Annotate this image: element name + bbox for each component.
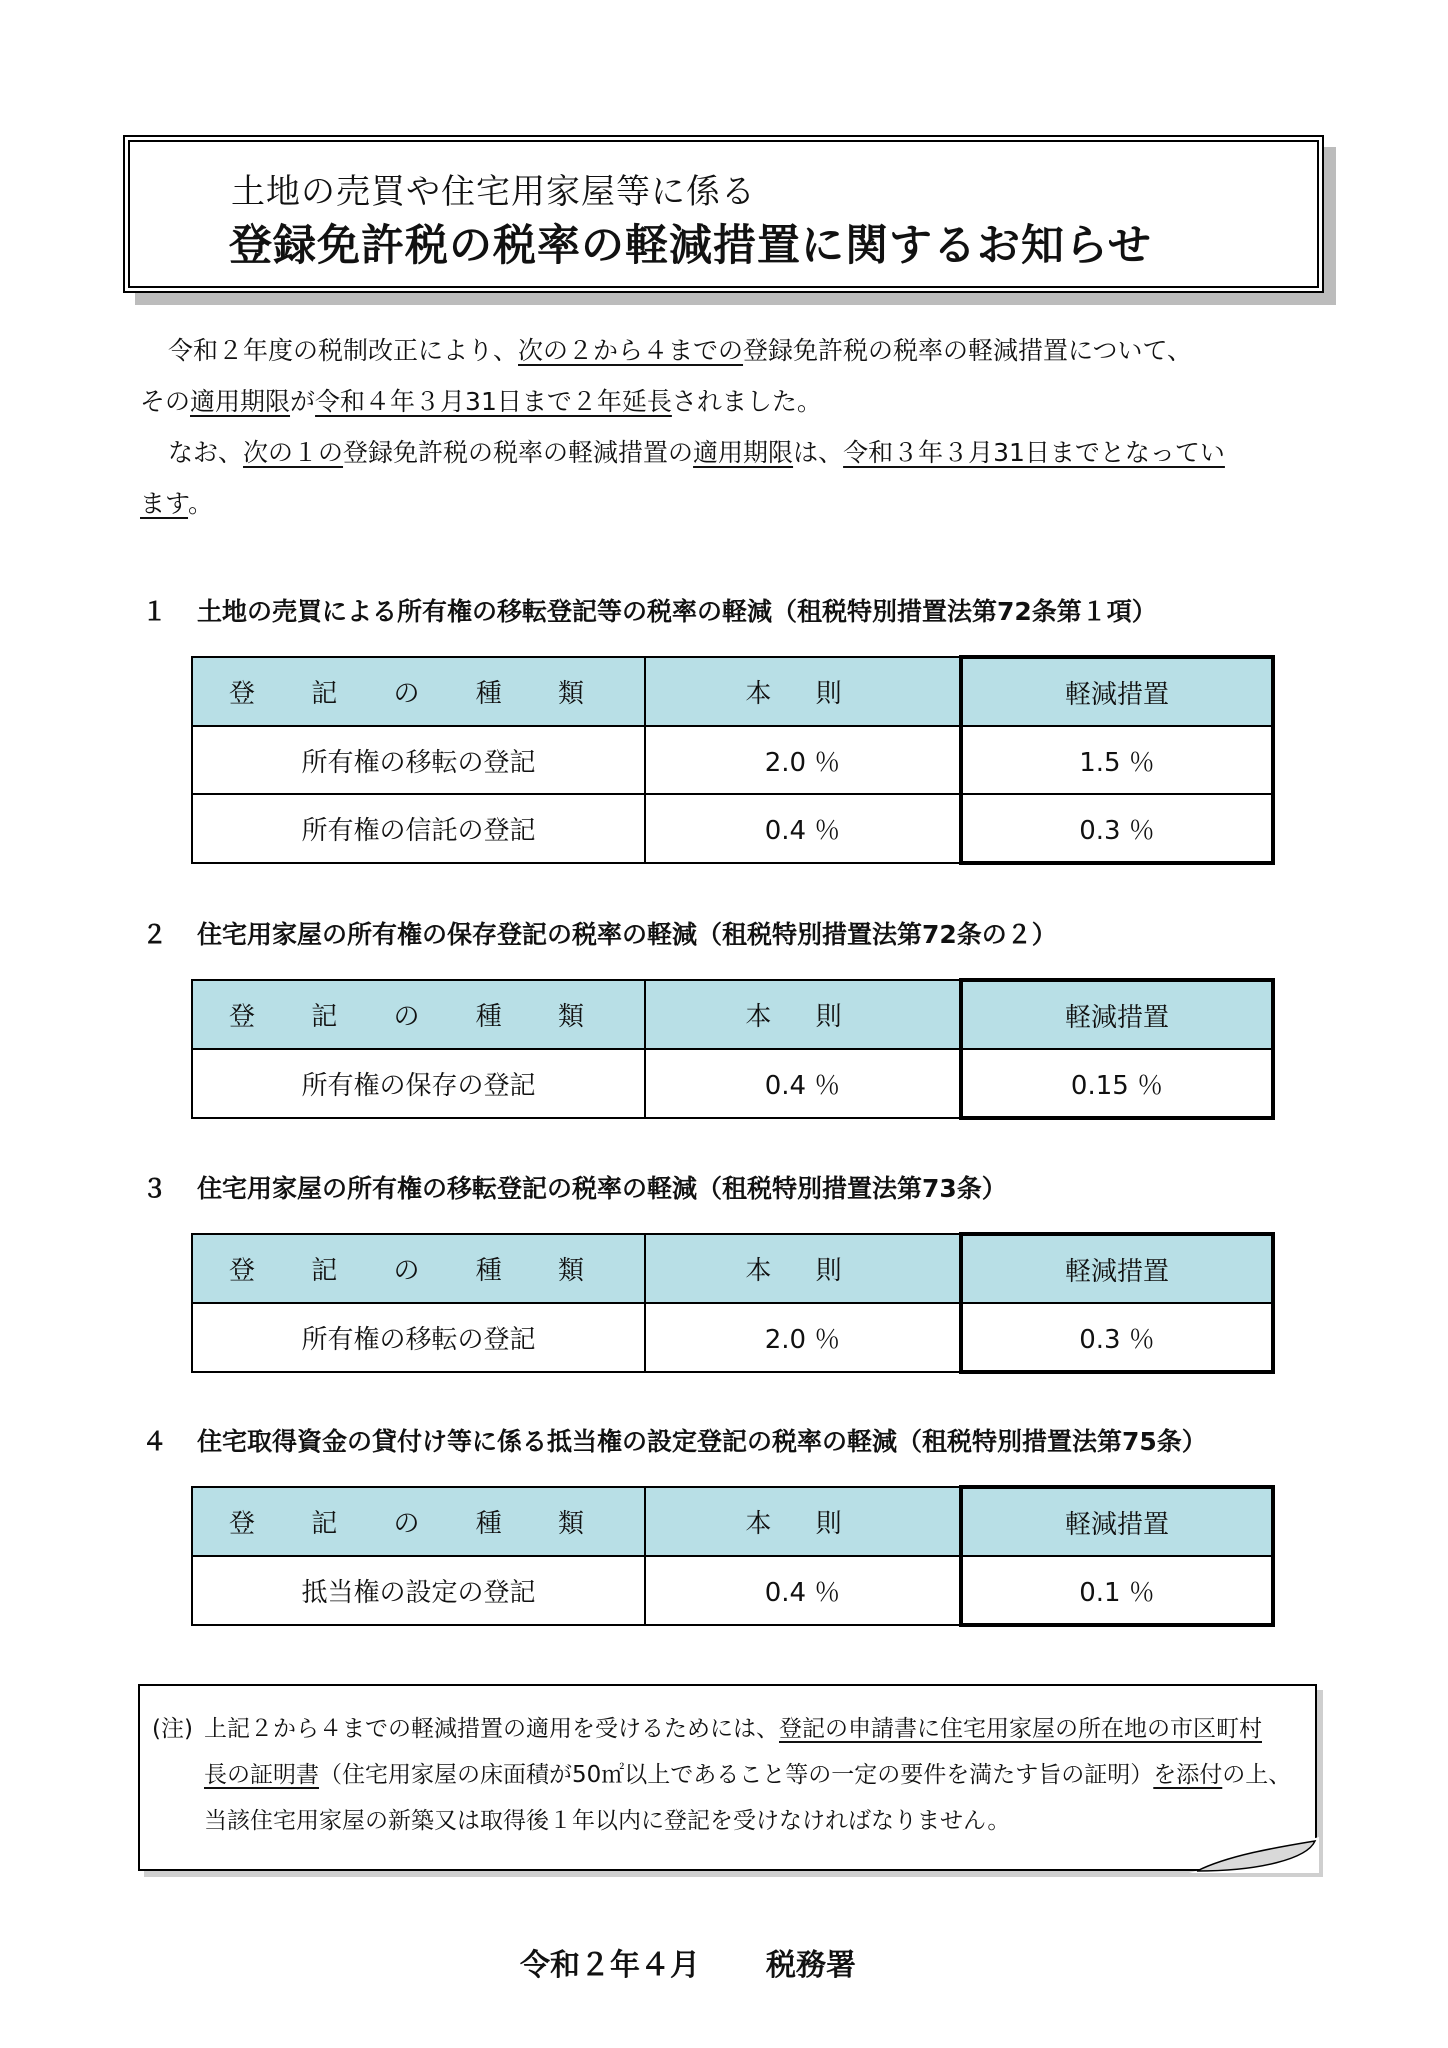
section-3-heading <box>142 1169 1007 1205</box>
intro-underlined: 令和３年３月31日までとなってい <box>843 438 1225 467</box>
note-line-2 <box>152 1752 1307 1798</box>
cell-standard: 0.4 ％ <box>645 1556 961 1625</box>
intro-text-span: されました。 <box>671 387 822 416</box>
header-standard-label: 本 則 <box>745 1256 860 1286</box>
note-box <box>138 1684 1317 1871</box>
intro-underlined: 令和４年３月31日まで２年延長 <box>315 387 672 416</box>
intro-underlined: 適用期限 <box>693 438 794 467</box>
note-text-span: 上記２から４までの軽減措置の適用を受けるためには、 <box>204 1716 779 1742</box>
cell-reduced: 1.5 ％ <box>961 726 1273 794</box>
cell-kind: 所有権の移転の登記 <box>192 726 645 794</box>
section-number: ２ <box>142 920 168 949</box>
section-title: 住宅取得資金の貸付け等に係る抵当権の設定登記の税率の軽減（租税特別措置法第75条） <box>197 1427 1207 1456</box>
cell-reduced: 0.15 ％ <box>961 1049 1273 1118</box>
intro-text-span: 登録免許税の税率の軽減措置の <box>343 438 694 467</box>
header-reduced: 軽減措置 <box>961 1234 1273 1303</box>
cell-kind: 抵当権の設定の登記 <box>192 1556 645 1625</box>
cell-reduced: 0.3 ％ <box>961 1303 1273 1372</box>
section-title: 住宅用家屋の所有権の保存登記の税率の軽減（租税特別措置法第72条の２） <box>197 920 1057 949</box>
header-kind-label: 登 記 の 種 類 <box>228 1509 609 1539</box>
table-row <box>192 726 1273 794</box>
note-underlined: を添付 <box>1153 1762 1223 1788</box>
intro-text-span: 。 <box>188 489 214 518</box>
note-text-span: の上、 <box>1222 1762 1292 1788</box>
intro-line-3 <box>140 427 1340 478</box>
footer <box>520 1940 856 1984</box>
cell-kind: 所有権の信託の登記 <box>192 794 645 863</box>
cell-standard: 2.0 ％ <box>645 726 961 794</box>
footer-date: 令和２年４月 <box>520 1948 700 1983</box>
header-kind <box>192 657 645 726</box>
table-row <box>192 1556 1273 1625</box>
cell-reduced: 0.1 ％ <box>961 1556 1273 1625</box>
intro-line-2 <box>140 376 1340 427</box>
cell-reduced: 0.3 ％ <box>961 794 1273 863</box>
header-reduced: 軽減措置 <box>961 657 1273 726</box>
header-kind-label: 登 記 の 種 類 <box>228 1256 609 1286</box>
section-number: ４ <box>142 1427 168 1456</box>
note-text <box>152 1706 1307 1844</box>
intro-underlined: 次の１の <box>243 438 344 467</box>
intro-line-1 <box>140 325 1340 376</box>
header-standard-label: 本 則 <box>745 1002 860 1032</box>
table-header-row <box>192 657 1273 726</box>
page-title: 登録免許税の税率の軽減措置に関するお知らせ <box>229 221 1152 271</box>
intro-text-span: その <box>140 387 191 416</box>
intro-line-4 <box>140 478 1340 529</box>
note-line-3: 当該住宅用家屋の新築又は取得後１年以内に登記を受けなければなりません。 <box>204 1808 1011 1834</box>
section-number: ３ <box>142 1174 168 1203</box>
section-2-table <box>191 978 1275 1120</box>
intro-text-span: なお、 <box>168 438 244 467</box>
intro-text <box>140 325 1340 529</box>
note-underlined: 長の証明書 <box>204 1762 319 1788</box>
cell-kind: 所有権の移転の登記 <box>192 1303 645 1372</box>
intro-underlined: 次の２から４までの <box>518 336 744 365</box>
header-reduced: 軽減措置 <box>961 980 1273 1049</box>
header-standard <box>645 1234 961 1303</box>
header-kind <box>192 980 645 1049</box>
intro-underlined: ます <box>140 489 189 518</box>
note-line-1 <box>152 1706 1307 1752</box>
intro-text-span: 令和２年度の税制改正により、 <box>168 336 519 365</box>
section-3-table <box>191 1232 1275 1374</box>
title-box <box>123 135 1324 293</box>
footer-office: 税務署 <box>766 1948 856 1983</box>
note-underlined: 登記の申請書に住宅用家屋の所在地の市区町村 <box>779 1716 1262 1742</box>
note-text-span: （住宅用家屋の床面積が50㎡以上であること等の一定の要件を満たす旨の証明） <box>319 1762 1154 1788</box>
section-title: 住宅用家屋の所有権の移転登記の税率の軽減（租税特別措置法第73条） <box>197 1174 1007 1203</box>
header-kind <box>192 1487 645 1556</box>
section-4-heading <box>142 1422 1207 1458</box>
intro-text-span: は、 <box>793 438 844 467</box>
intro-underlined: 適用期限 <box>190 387 291 416</box>
note-mark: (注) <box>152 1716 193 1742</box>
cell-kind: 所有権の保存の登記 <box>192 1049 645 1118</box>
cell-standard: 0.4 ％ <box>645 1049 961 1118</box>
header-standard-label: 本 則 <box>745 679 860 709</box>
section-title: 土地の売買による所有権の移転登記等の税率の軽減（租税特別措置法第72条第１項） <box>197 597 1157 626</box>
intro-text-span: が <box>290 387 316 416</box>
cell-standard: 0.4 ％ <box>645 794 961 863</box>
page-curl-icon <box>1189 1837 1319 1873</box>
header-kind <box>192 1234 645 1303</box>
title-subtitle: 土地の売買や住宅用家屋等に係る <box>231 172 756 212</box>
section-2-heading <box>142 915 1057 951</box>
header-standard <box>645 657 961 726</box>
header-kind-label: 登 記 の 種 類 <box>228 1002 609 1032</box>
table-header-row <box>192 1487 1273 1556</box>
table-row <box>192 794 1273 863</box>
table-row <box>192 1049 1273 1118</box>
header-standard-label: 本 則 <box>745 1509 860 1539</box>
table-header-row <box>192 980 1273 1049</box>
section-1-heading <box>142 592 1157 628</box>
section-4-table <box>191 1485 1275 1627</box>
header-standard <box>645 980 961 1049</box>
section-1-table <box>191 655 1275 865</box>
section-number: １ <box>142 597 168 626</box>
header-kind-label: 登 記 の 種 類 <box>228 679 609 709</box>
header-reduced: 軽減措置 <box>961 1487 1273 1556</box>
table-row <box>192 1303 1273 1372</box>
cell-standard: 2.0 ％ <box>645 1303 961 1372</box>
header-standard <box>645 1487 961 1556</box>
intro-text-span: 登録免許税の税率の軽減措置について、 <box>743 336 1193 365</box>
table-header-row <box>192 1234 1273 1303</box>
